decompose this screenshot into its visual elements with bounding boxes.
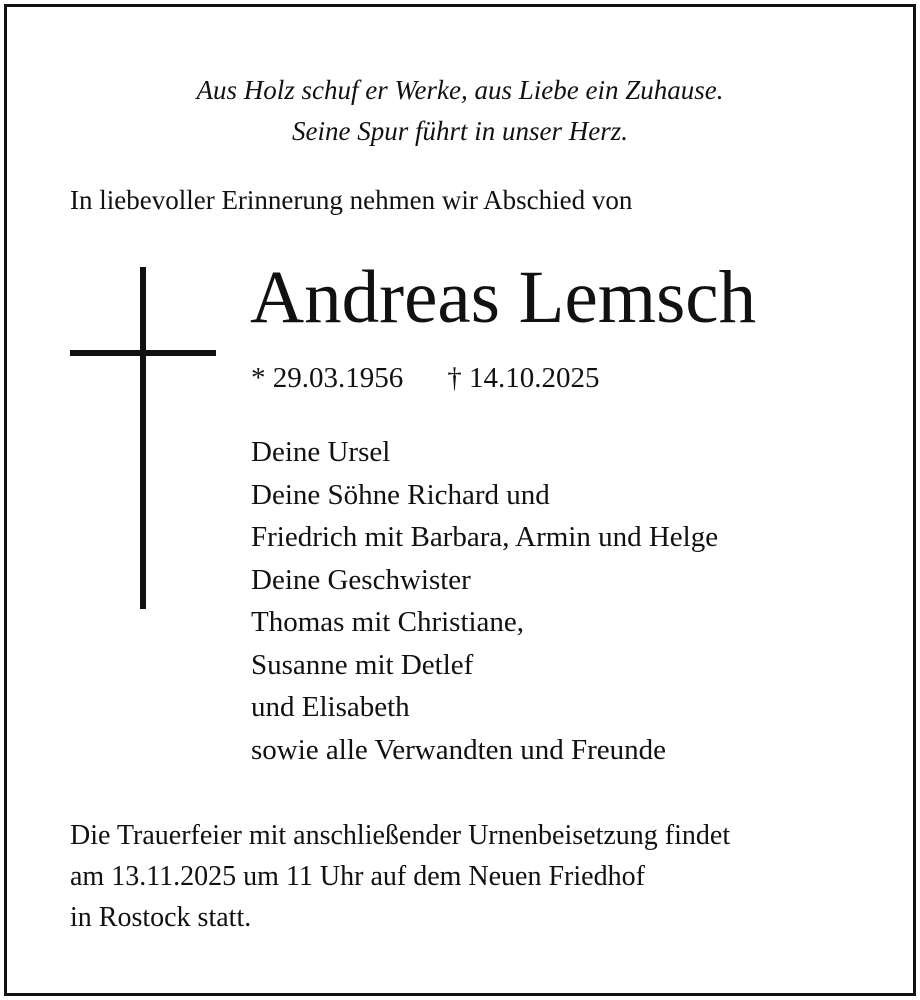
mourner-line: Deine Geschwister [251, 563, 471, 596]
mourner-line: Deine Söhne Richard und [251, 478, 550, 511]
mourner-line: Susanne mit Detlef [251, 648, 474, 681]
life-dates [251, 360, 600, 396]
intro-text: In liebevoller Erinnerung nehmen wir Abschied von [70, 185, 633, 215]
mourner-line: sowie alle Verwandten und Freunde [251, 733, 667, 766]
mourner-line: Deine Ursel [251, 436, 391, 468]
mourner-line: Thomas mit Christiane, [251, 606, 525, 638]
mourners-list [251, 431, 718, 771]
service-line: in Rostock statt. [70, 902, 252, 933]
motto-line-1: Aus Holz schuf er Werke, aus Liebe ein Zuhause. [196, 75, 724, 105]
cross-vertical-bar [140, 267, 146, 609]
service-line: Die Trauerfeier mit anschließender Urnenbeisetzung findet [70, 820, 731, 851]
motto-line-2: Seine Spur führt in unser Herz. [292, 116, 628, 146]
birth-date: * 29.03.1956 [251, 362, 404, 394]
deceased-name: Andreas Lemsch [250, 256, 757, 339]
mourner-line: und Elisabeth [251, 691, 410, 723]
service-line: am 13.11.2025 um 11 Uhr auf dem Neuen Friedhof [70, 861, 645, 892]
death-date: † 14.10.2025 [447, 362, 600, 394]
cross-icon [70, 267, 216, 609]
motto [0, 70, 920, 152]
mourner-line: Friedrich mit Barbara, Armin und Helge [251, 521, 719, 553]
cross-horizontal-bar [70, 350, 216, 356]
funeral-service-info [70, 815, 730, 938]
